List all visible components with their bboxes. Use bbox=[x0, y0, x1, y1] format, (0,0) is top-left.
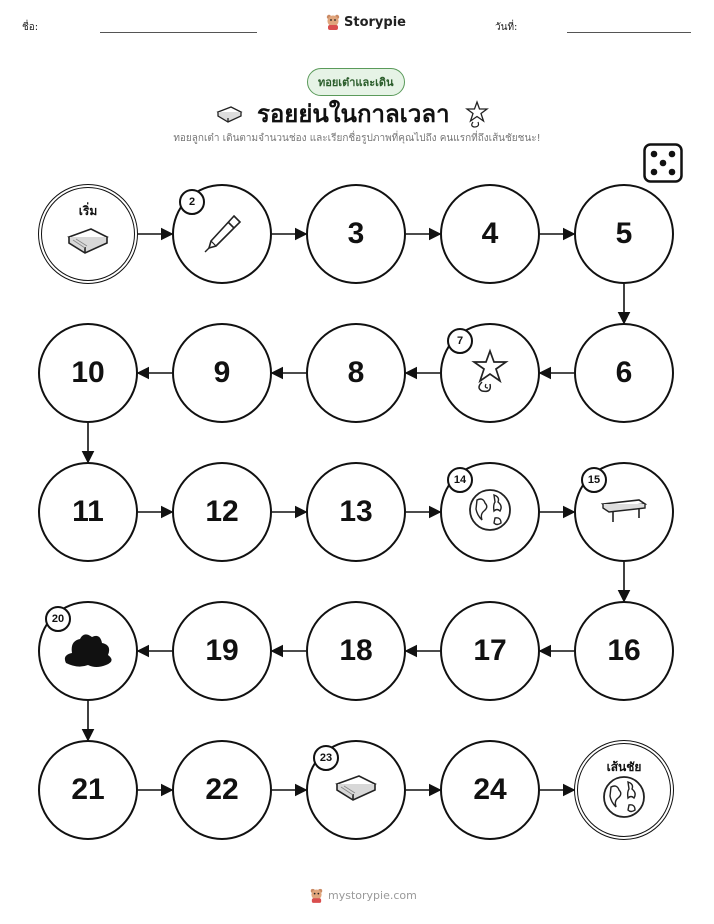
date-label: วันที่: bbox=[495, 22, 518, 33]
start-space[interactable] bbox=[38, 184, 138, 284]
board-space[interactable] bbox=[172, 184, 272, 284]
board-space[interactable] bbox=[440, 184, 540, 284]
space-number-tag: 15 bbox=[581, 467, 607, 493]
space-number: 18 bbox=[339, 634, 373, 667]
space-number: 4 bbox=[481, 217, 499, 250]
instructions: ทอยลูกเต๋า เดินตามจำนวนช่อง และเรียกชื่อรูปภาพที่คุณไปถึง คนแรกที่ถึงเส้นชัยชนะ! bbox=[173, 133, 541, 144]
board-space[interactable] bbox=[440, 740, 540, 840]
board-space[interactable] bbox=[172, 740, 272, 840]
board-space[interactable] bbox=[306, 740, 406, 840]
board-space[interactable] bbox=[38, 462, 138, 562]
board-space[interactable] bbox=[38, 323, 138, 423]
footer-url: mystorypie.com bbox=[328, 889, 417, 902]
brand-name: Storypie bbox=[344, 14, 406, 30]
space-number: 17 bbox=[473, 634, 507, 667]
space-number-tag: 7 bbox=[447, 328, 473, 354]
board-space[interactable] bbox=[440, 462, 540, 562]
board-space[interactable] bbox=[306, 323, 406, 423]
footer bbox=[310, 888, 417, 903]
board-space[interactable] bbox=[440, 601, 540, 701]
space-number: 22 bbox=[205, 773, 239, 806]
space-number-tag: 20 bbox=[45, 606, 71, 632]
ink-blot-icon bbox=[60, 627, 116, 675]
board-space[interactable] bbox=[574, 184, 674, 284]
space-number: 9 bbox=[213, 356, 231, 389]
finish-label: เส้นชัย bbox=[606, 760, 642, 774]
space-number-tag: 23 bbox=[313, 745, 339, 771]
space-number: 16 bbox=[607, 634, 641, 667]
board-space[interactable] bbox=[574, 462, 674, 562]
board-space[interactable] bbox=[574, 601, 674, 701]
globe-icon bbox=[601, 774, 647, 824]
start-label: เริ่ม bbox=[78, 204, 98, 218]
globe-icon bbox=[467, 487, 513, 537]
board-space[interactable] bbox=[172, 601, 272, 701]
space-number-tag: 2 bbox=[179, 189, 205, 215]
finish-space[interactable] bbox=[574, 740, 674, 840]
bear-logo-icon bbox=[310, 888, 323, 903]
board-space[interactable] bbox=[38, 740, 138, 840]
board-space[interactable] bbox=[306, 462, 406, 562]
space-number-tag: 14 bbox=[447, 467, 473, 493]
game-type-badge: ทอยเต๋าและเดิน bbox=[307, 68, 405, 96]
space-number: 10 bbox=[71, 356, 105, 389]
space-number: 6 bbox=[615, 356, 633, 389]
board-space[interactable] bbox=[574, 323, 674, 423]
board-space[interactable] bbox=[38, 601, 138, 701]
shelf-icon bbox=[599, 494, 649, 530]
space-number: 24 bbox=[473, 773, 507, 806]
space-number: 8 bbox=[347, 356, 365, 389]
book-icon bbox=[333, 770, 379, 810]
board-space[interactable] bbox=[440, 323, 540, 423]
space-number: 21 bbox=[71, 773, 105, 806]
space-number: 12 bbox=[205, 495, 239, 528]
board-space[interactable] bbox=[172, 462, 272, 562]
board-space[interactable] bbox=[172, 323, 272, 423]
book-icon bbox=[65, 223, 111, 263]
space-number: 11 bbox=[72, 495, 104, 528]
space-number: 13 bbox=[339, 495, 373, 528]
page-title: รอยย่นในกาลเวลา bbox=[257, 100, 450, 128]
name-label: ชื่อ: bbox=[22, 22, 39, 33]
space-number: 19 bbox=[205, 634, 239, 667]
space-number: 5 bbox=[615, 217, 633, 250]
pen-icon bbox=[200, 210, 244, 258]
shooting-star-icon bbox=[468, 348, 512, 398]
board-space[interactable] bbox=[306, 184, 406, 284]
board-space[interactable] bbox=[306, 601, 406, 701]
space-number: 3 bbox=[347, 217, 365, 250]
